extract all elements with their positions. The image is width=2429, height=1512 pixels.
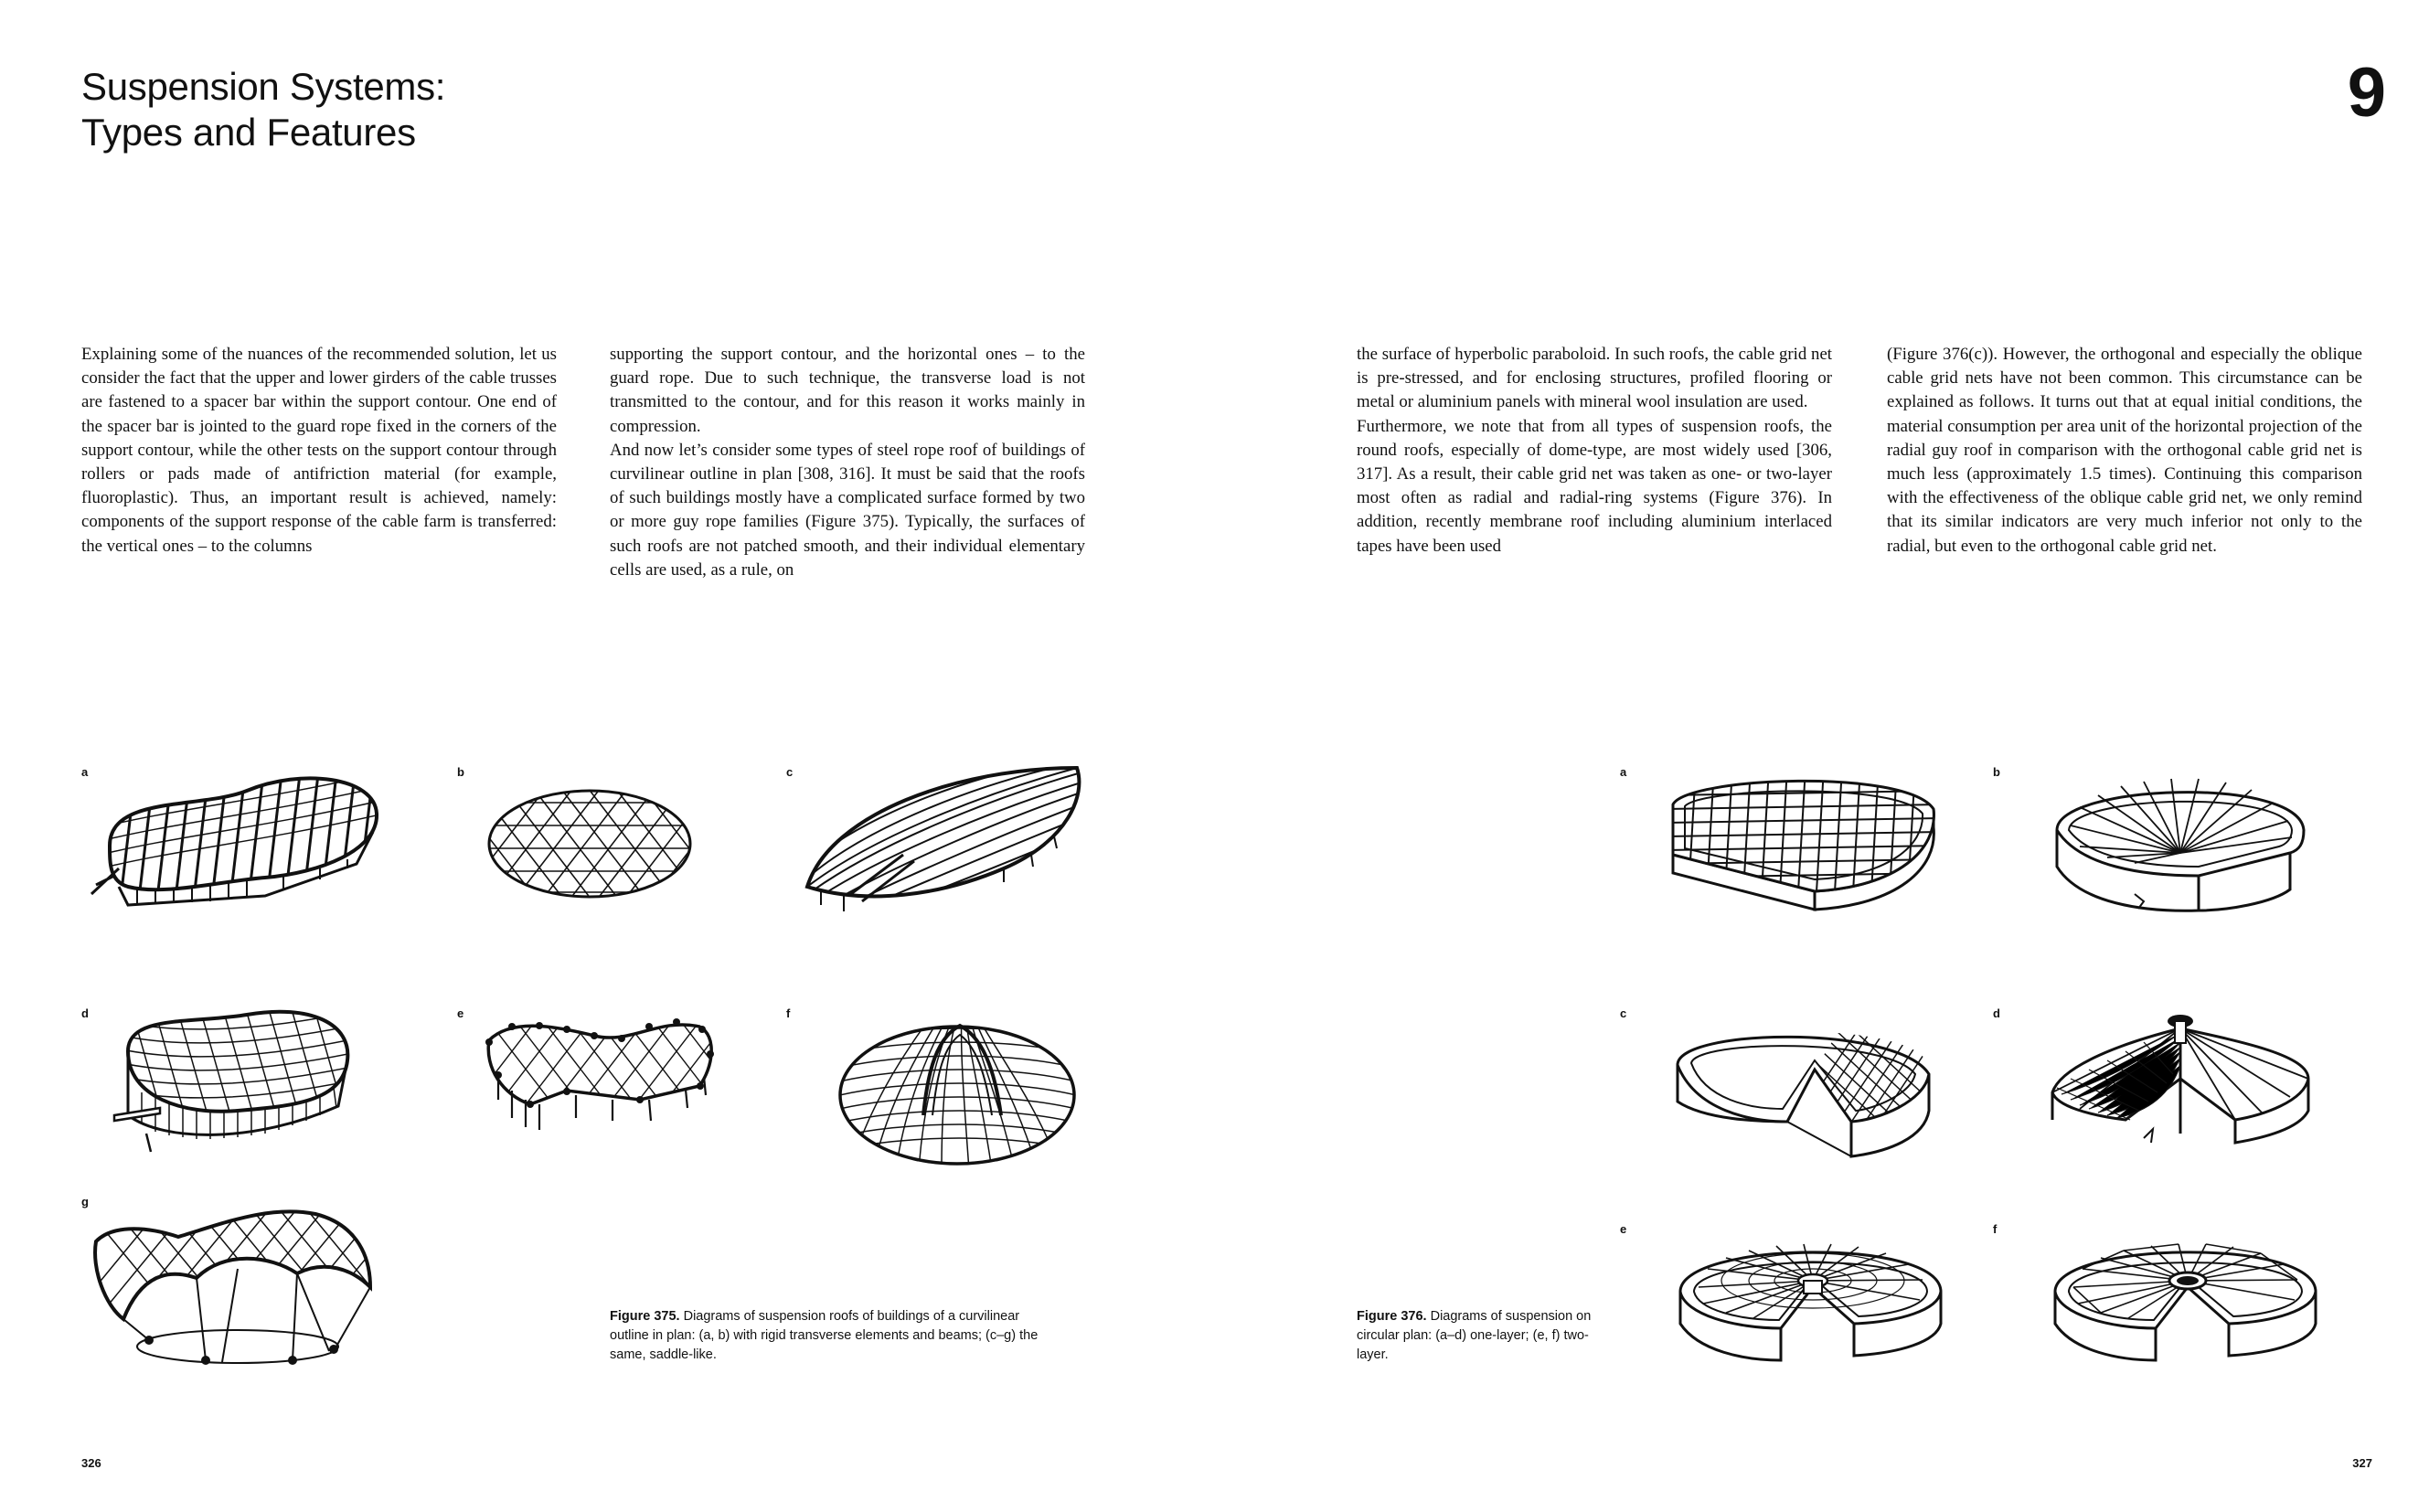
figure-375-caption: [610, 1307, 1039, 1365]
fig376e-diagram: [1671, 1223, 1945, 1388]
figure-376-caption: [1357, 1307, 1594, 1365]
fig375g-diagram: [87, 1205, 379, 1374]
fig376-label-d: d: [1993, 1006, 2000, 1020]
paragraph: Explaining some of the nuances of the recommended solution, let us consider the fact that the upper and lower girders of the cable trusses are fastened to a spacer bar within the support contour. One end of the spacer bar is jointed to the guard rope fixed in the corners of the support contour, while the other tests on the support contour through rollers or pads made of antifriction material (for example, fluoroplastic). Thus, an important result is achieved, namely: components of the support response of the cable farm is transferred: the vertical ones – to the columns: [81, 345, 557, 556]
fig376a-diagram: [1668, 768, 1943, 923]
text-column-2: [610, 343, 1085, 582]
fig375d-diagram: [110, 996, 361, 1166]
fig375-label-c: c: [786, 765, 794, 779]
figure-375-caption-text: Diagrams of suspension roofs of buildings of a curvilinear outline in plan: (a, b) with rigid transverse elements and beams; (c–g) the same, saddle-like.: [610, 1309, 1039, 1362]
paragraph: supporting the support contour, and the horizontal ones – to the guard rope. Due to such technique, the transverse load is not transmitted to the contour, and for this reason it works mainly in compression.: [610, 345, 1085, 436]
fig376f-diagram: [2046, 1223, 2320, 1388]
fig376c-diagram: [1668, 1001, 1943, 1161]
fig375a-diagram: [82, 759, 389, 914]
chapter-number: 9: [2347, 54, 2386, 132]
fig376-label-f: f: [1993, 1222, 1998, 1236]
fig376d-diagram: [2043, 992, 2317, 1161]
chapter-title-line-2: Types and Features: [81, 111, 416, 154]
fig376-label-a: a: [1620, 765, 1627, 779]
page-number-left: 326: [81, 1456, 101, 1470]
fig375-label-a: a: [81, 765, 89, 779]
fig376-label-b: b: [1993, 765, 2000, 779]
fig375f-diagram: [832, 1015, 1083, 1170]
fig376-label-c: c: [1620, 1006, 1627, 1020]
fig375b-diagram: [485, 784, 695, 903]
paragraph: Furthermore, we note that from all types of suspension roofs, the round roofs, especially of dome-type, are most widely used [306, 317]. As a result, their cable grid net was taken as one- or two-layer most often as radial and radial-ring systems (Figure 376). In addition, recently membrane roof including aluminium interlaced tapes have been used: [1357, 416, 1832, 556]
text-column-3: [1357, 343, 1832, 559]
figure-376-caption-text: Diagrams of suspension on circular plan: (a–d) one-layer; (e, f) two-layer.: [1357, 1309, 1592, 1362]
text-column-4: [1887, 343, 2362, 559]
fig375-label-e: e: [457, 1006, 464, 1020]
page-number-right: 327: [2352, 1456, 2372, 1470]
paragraph: the surface of hyperbolic paraboloid. In such roofs, the cable grid net is pre-stressed, and for enclosing structures, profiled flooring or metal or aluminium panels with mineral wool insulation are used.: [1357, 345, 1832, 412]
fig375c-diagram: [794, 759, 1095, 919]
fig375-label-f: f: [786, 1006, 791, 1020]
fig375-label-b: b: [457, 765, 464, 779]
fig375e-diagram: [475, 1013, 722, 1150]
paragraph: (Figure 376(c)). However, the orthogonal and especially the oblique cable grid nets have not been common. This circumstance can be explained as follows. It turns out that at equal initial conditions, the material consumption per area unit of the horizontal projection of the radial guy roof in comparison with the orthogonal cable grid net is much less (approximately 1.5 times). Continuing this comparison with the effectiveness of the oblique cable grid net, we only remind that its similar indicators are very much inferior not only to the radial, but even to the orthogonal cable grid net.: [1887, 345, 2362, 556]
fig375-label-d: d: [81, 1006, 89, 1020]
figure-375-caption-label: Figure 375.: [610, 1309, 680, 1324]
chapter-title: [81, 64, 445, 155]
chapter-title-line-1: Suspension Systems:: [81, 65, 446, 108]
paragraph: And now let’s consider some types of steel rope roof of buildings of curvilinear outline in plan [308, 316]. It must be said that the roofs of such buildings mostly have a complicated surface formed by two or more guy rope families (Figure 375). Typically, the surfaces of such roofs are not patched smooth, and their individual elementary cells are used, as a rule, on: [610, 440, 1085, 580]
fig376b-diagram: [2043, 766, 2317, 926]
fig375-label-g: g: [81, 1195, 89, 1209]
fig376-label-e: e: [1620, 1222, 1627, 1236]
figure-376-caption-label: Figure 376.: [1357, 1309, 1427, 1324]
text-column-1: [81, 343, 557, 559]
